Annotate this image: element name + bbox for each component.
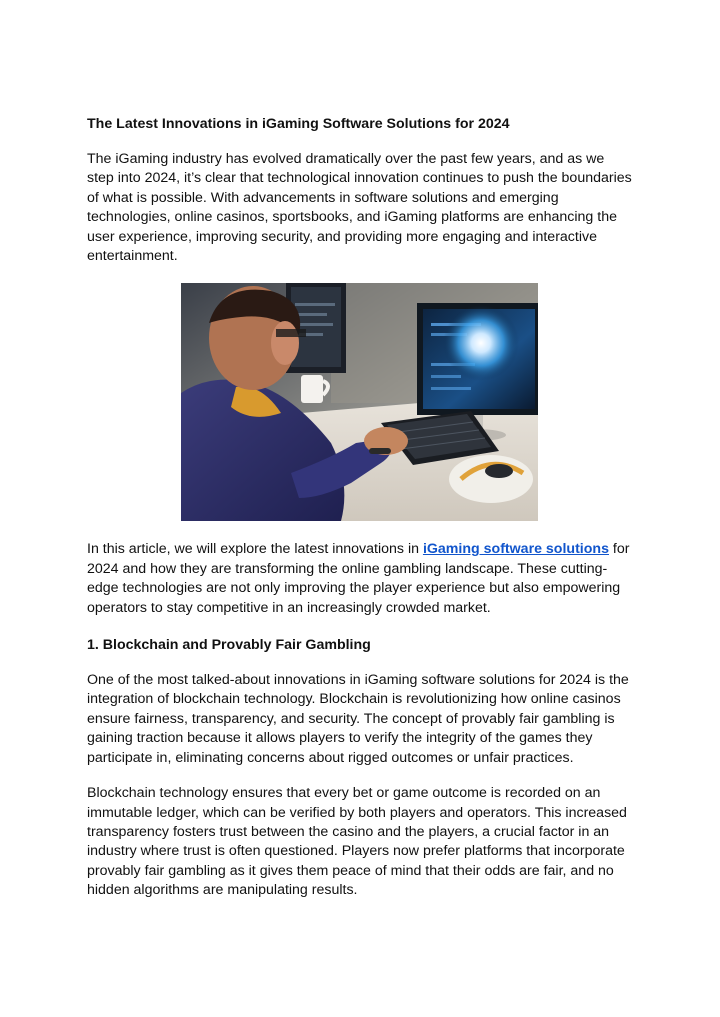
igaming-software-solutions-link[interactable]: iGaming software solutions: [422, 541, 609, 558]
person-at-computer-image: [181, 283, 538, 521]
article-text-before-link: In this article, we will explore the latest innovations in: [87, 541, 423, 558]
section-1-heading: 1. Blockchain and Provably Fair Gambling: [87, 637, 371, 654]
article-paragraph: [87, 540, 635, 618]
intro-paragraph: The iGaming industry has evolved dramatically over the past few years, and as we step into 2024, it’s clear that technological innovation continues to push the boundaries of what is possible. With advancements in software solutions and emerging technologies, online casinos, sportsbooks, and iGaming platforms are enhancing the user experience, improving security, and providing more engaging and interactive entertainment.: [87, 151, 632, 265]
document-content: [87, 114, 635, 901]
section-1-paragraph-1: One of the most talked-about innovations in iGaming software solutions for 2024 is the integration of blockchain technology. Blockchain is revolutionizing how online casinos ensure fairness, transparency, and security. The concept of provably fair gambling is gaining traction because it allows players to verify the integrity of the games they participate in, eliminating concerns about rigged outcomes or unfair practices.: [87, 672, 629, 766]
document-title: The Latest Innovations in iGaming Software Solutions for 2024: [87, 116, 510, 132]
article-text-after-link: for 2024 and how they are transforming the online gambling landscape. These cutting-edge technologies are not only improving the player experience but also empowering operators to stay competitive in an increasingly crowded market.: [87, 541, 630, 616]
section-1-paragraph-2: Blockchain technology ensures that every bet or game outcome is recorded on an immutable ledger, which can be verified by both players and operators. This increased transparency fosters trust between the casino and the players, a crucial factor in an industry where trust is often questioned. Players now prefer platforms that incorporate provably fair gambling as it gives them peace of mind that their odds are fair, and no hidden algorithms are manipulating results.: [87, 785, 627, 899]
